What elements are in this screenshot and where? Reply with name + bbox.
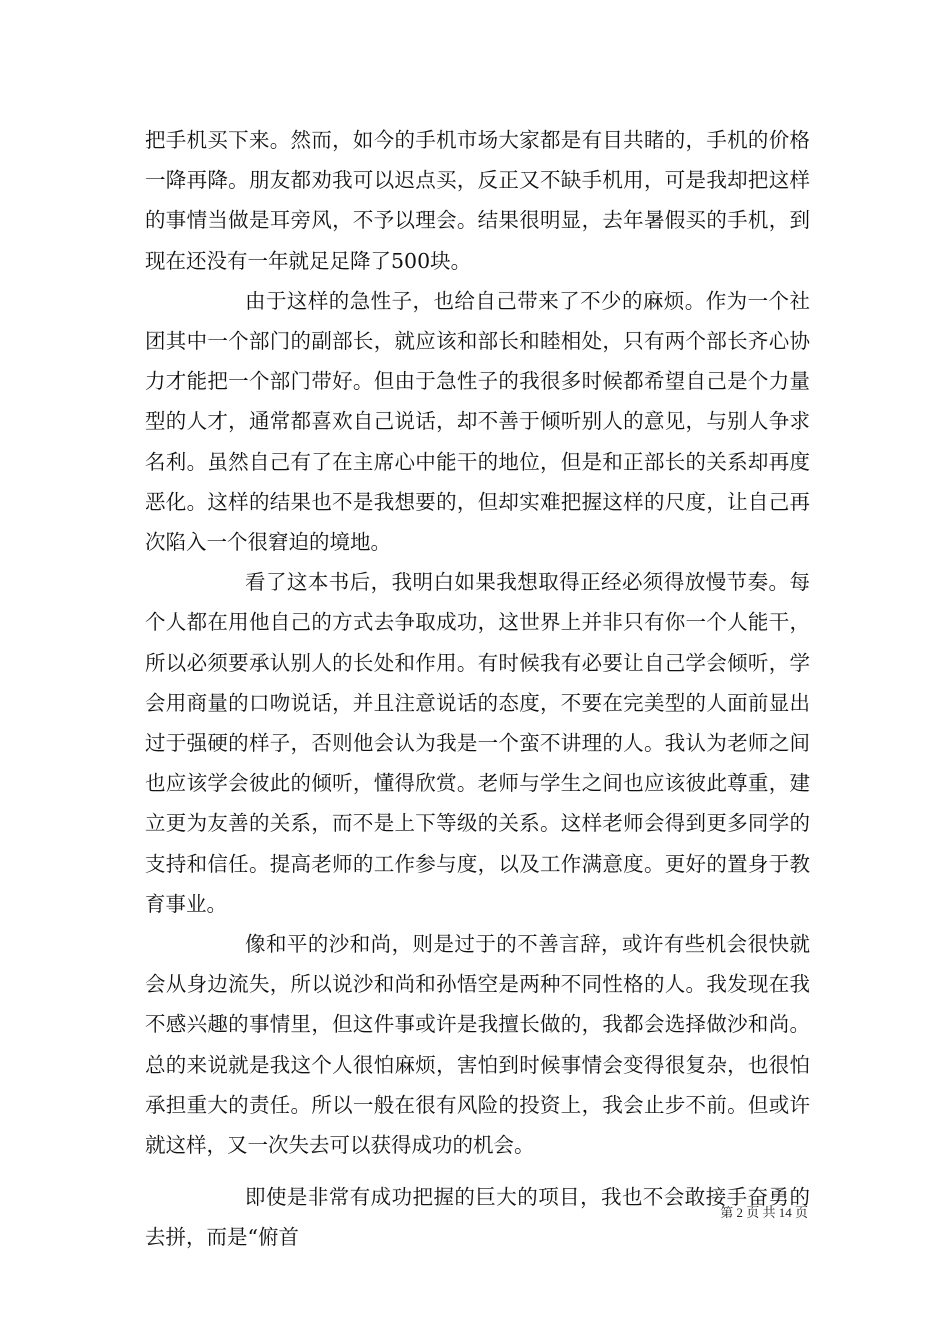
paragraph-5: 即使是非常有成功把握的巨大的项目，我也不会敢接手奋勇的去拼，而是“俯首	[145, 1185, 810, 1250]
paragraph-2: 由于这样的急性子，也给自己带来了不少的麻烦。作为一个社团其中一个部门的副部长，就应该和部长和睦相处，只有两个部长齐心协力才能把一个部门带好。但由于急性子的我很多时候都希望自己是个力量型的人才，通常都喜欢自己说话，却不善于倾听别人的意见，与别人争求名利。虽然自己有了在主席心中能干的地位，但是和正部长的关系却再度恶化。这样的结果也不是我想要的，但却实难把握这样的尺度，让自己再次陷入一个很窘迫的境地。	[145, 288, 810, 555]
paragraph-4: 像和平的沙和尚，则是过于的不善言辞，或许有些机会很快就会从身边流失，所以说沙和尚和孙悟空是两种不同性格的人。我发现在我不感兴趣的事情里，但这件事或许是我擅长做的，我都会选择做沙和尚。总的来说就是我这个人很怕麻烦，害怕到时候事情会变得很复杂，也很怕承担重大的责任。所以一般在很有风险的投资上，我会止步不前。但或许就这样，又一次失去可以获得成功的机会。	[145, 932, 810, 1158]
paragraph-1: 把手机买下来。然而，如今的手机市场大家都是有目共睹的，手机的价格一降再降。朋友都劝我可以迟点买，反正又不缺手机用，可是我却把这样的事情当做是耳旁风，不予以理会。结果很明显，去年暑假买的手机，到现在还没有一年就足足降了500块。	[145, 128, 810, 273]
document-body	[145, 120, 810, 1258]
page-number-footer: 第 2 页 共 14 页	[720, 1205, 808, 1220]
paragraph-3: 看了这本书后，我明白如果我想取得正经必须得放慢节奏。每个人都在用他自己的方式去争取成功，这世界上并非只有你一个人能干，所以必须要承认别人的长处和作用。有时候我有必要让自己学会倾听，学会用商量的口吻说话，并且注意说话的态度，不要在完美型的人面前显出过于强硬的样子，否则他会认为我是一个蛮不讲理的人。我认为老师之间也应该学会彼此的倾听，懂得欣赏。老师与学生之间也应该彼此尊重，建立更为友善的关系，而不是上下等级的关系。这样老师会得到更多同学的支持和信任。提高老师的工作参与度，以及工作满意度。更好的置身于教育事业。	[145, 570, 810, 916]
